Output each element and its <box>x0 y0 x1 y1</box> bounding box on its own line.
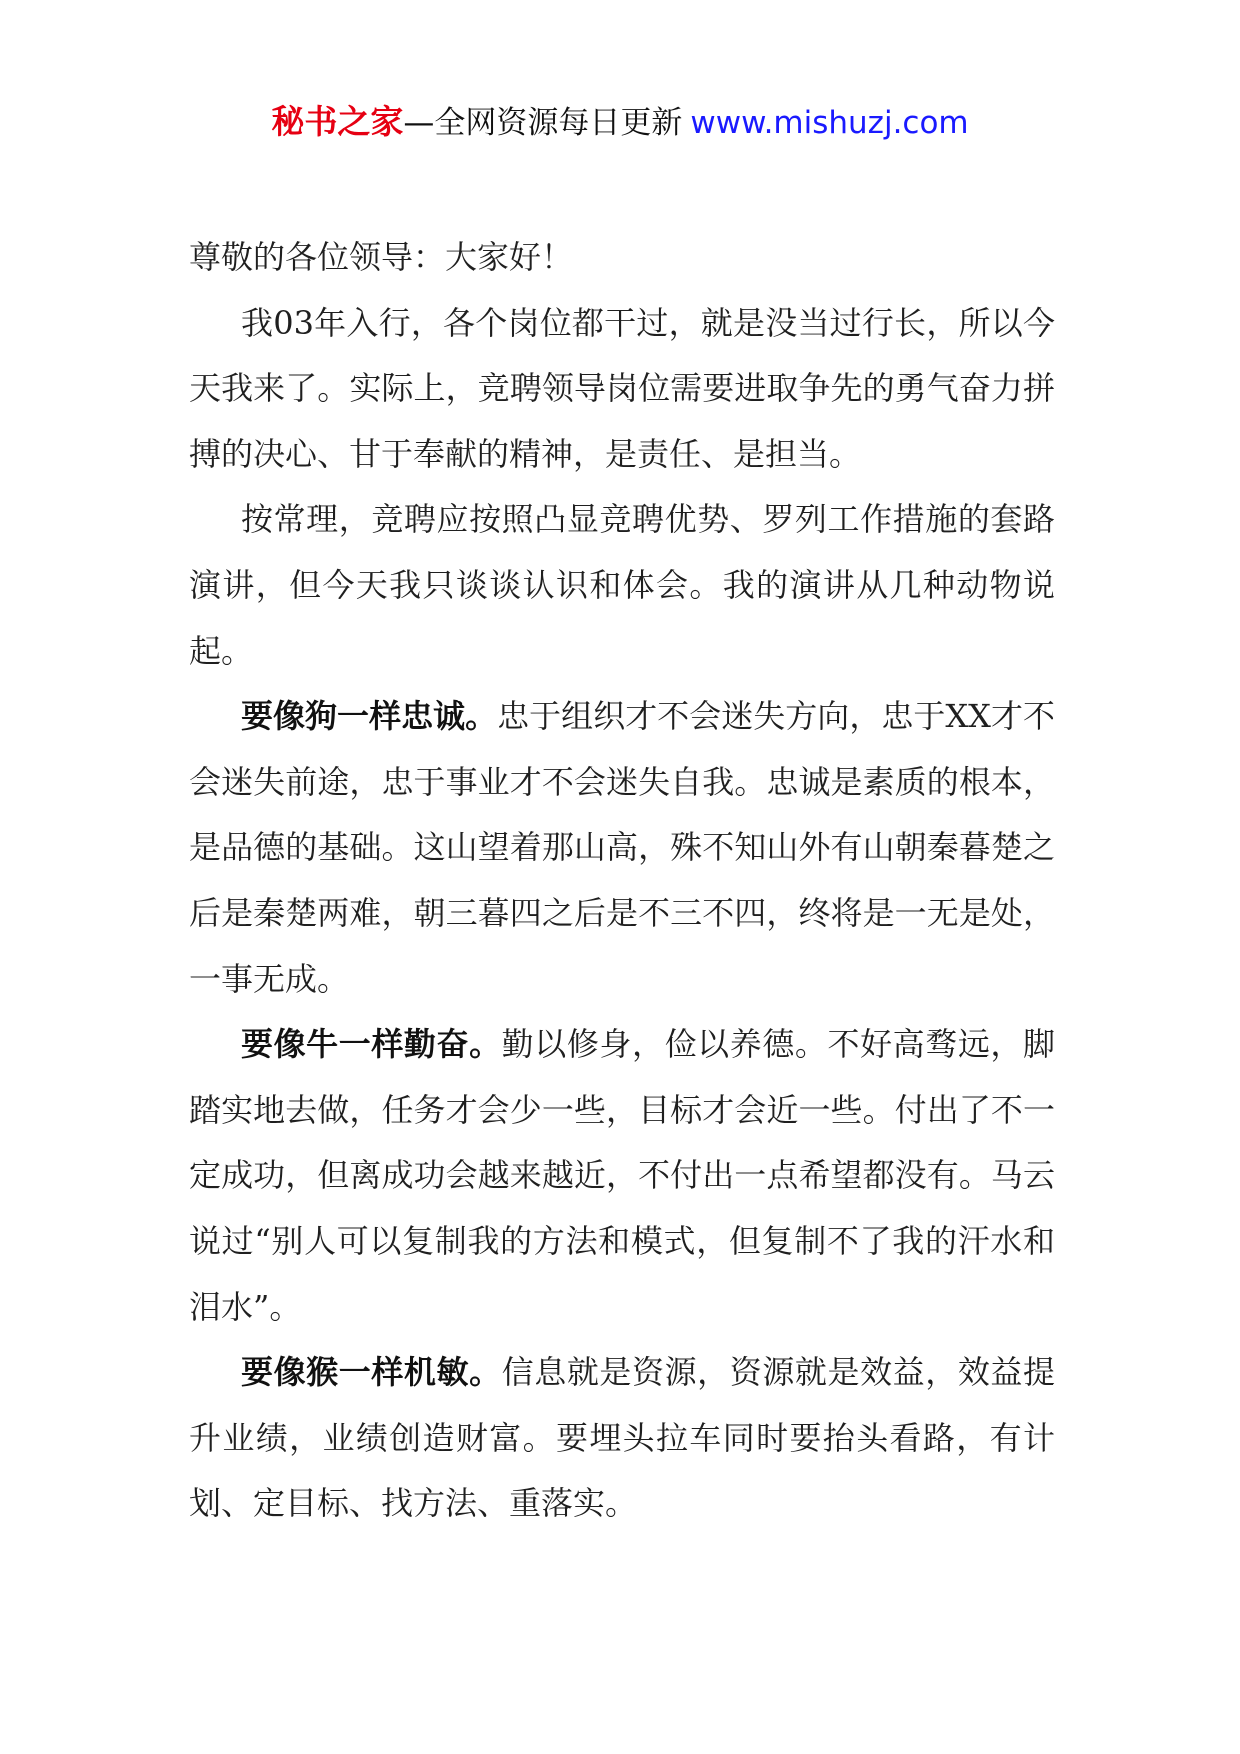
brand-name: 秘书之家 <box>271 102 404 141</box>
speech-body <box>189 225 1055 1537</box>
paragraph-loyalty <box>189 684 1055 1012</box>
paragraph-approach <box>189 487 1055 684</box>
salutation: 尊敬的各位领导：大家好！ <box>189 238 574 276</box>
header-tagline: —全网资源每日更新 <box>403 105 683 141</box>
paragraph-text: 按常理，竞聘应按照凸显竞聘优势、罗列工作措施的套路演讲，但今天我只谈谈认识和体会。我的演讲从几种动物说起。 <box>189 500 1055 670</box>
paragraph-agility <box>189 1340 1055 1537</box>
paragraph-text: 信息就是资源，资源就是效益，效益提升业绩，业绩创造财富。要埋头拉车同时要抬头看路，有计划、定目标、找方法、重落实。 <box>189 1353 1055 1523</box>
paragraph-heading: 要像狗一样忠诚。 <box>241 697 498 736</box>
paragraph-intro <box>189 291 1055 488</box>
paragraph-heading: 要像猴一样机敏。 <box>241 1353 502 1392</box>
site-url-link[interactable]: www.mishuzj.com <box>690 105 969 141</box>
paragraph-text: 勤以修身，俭以养德。不好高骛远，脚踏实地去做，任务才会少一些，目标才会近一些。付出了不一定成功，但离成功会越来越近，不付出一点希望都没有。马云说过“别人可以复制我的方法和模式，但复制不了我的汗水和泪水”。 <box>189 1025 1055 1326</box>
paragraph-text: 我03年入行，各个岗位都干过，就是没当过行长，所以今天我来了。实际上，竞聘领导岗位需要进取争先的勇气奋力拼搏的决心、甘于奉献的精神，是责任、是担当。 <box>189 303 1055 473</box>
paragraph-diligence <box>189 1012 1055 1340</box>
paragraph-heading: 要像牛一样勤奋。 <box>241 1025 502 1064</box>
site-header <box>0 100 1240 145</box>
paragraph-text: 忠于组织才不会迷失方向，忠于XX才不会迷失前途，忠于事业才不会迷失自我。忠诚是素质的根本，是品德的基础。这山望着那山高，殊不知山外有山朝秦暮楚之后是秦楚两难，朝三暮四之后是不三不四，终将是一无是处，一事无成。 <box>189 697 1055 998</box>
